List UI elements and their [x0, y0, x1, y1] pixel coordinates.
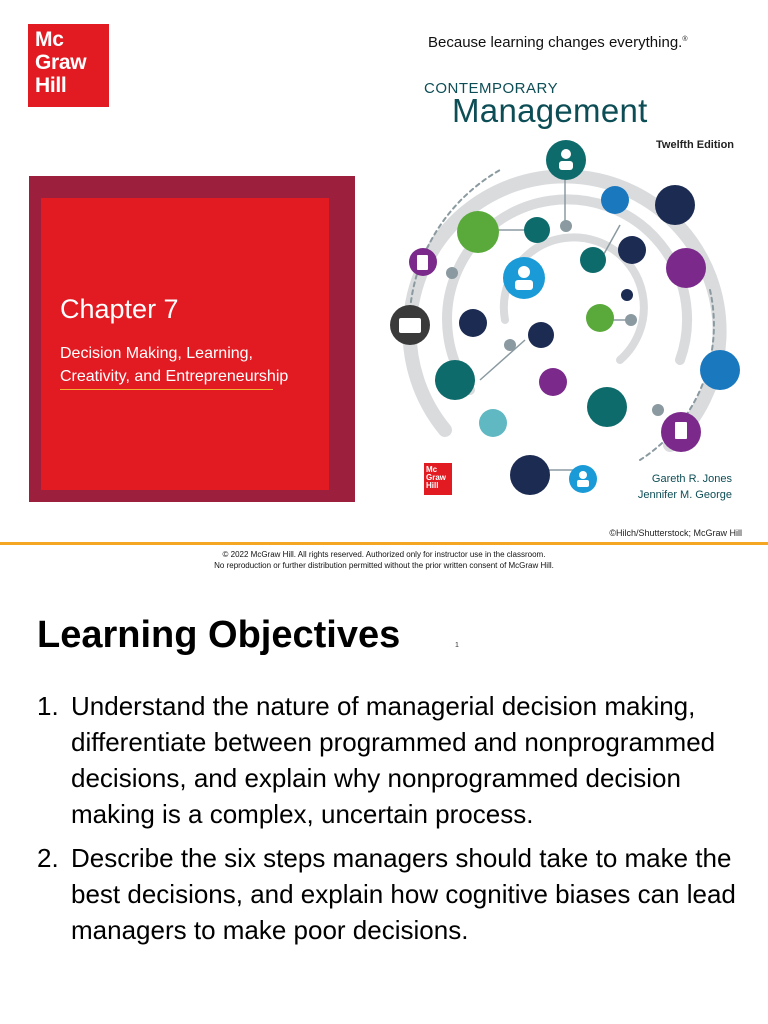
team-icon: [459, 309, 487, 337]
list-item: [37, 688, 737, 832]
author-name: Gareth R. Jones: [651, 473, 732, 485]
copyright-notice: © 2022 McGraw Hill. All rights reserved. Authorized only for instructor use in the classroom. No reproduction or further distribution permitted without the prior written consent of McGraw Hill.: [214, 550, 554, 570]
list-item: [37, 840, 737, 948]
mcgraw-hill-logo: Mc Graw Hill: [28, 24, 109, 107]
briefcase-icon: [618, 236, 646, 264]
scales-icon: [510, 455, 550, 495]
page-number: 1: [455, 642, 459, 649]
globe-person-icon: [546, 140, 586, 180]
objectives-list: [37, 688, 737, 956]
presenter-icon: [435, 360, 475, 400]
network-illustration: [380, 130, 750, 510]
mcgraw-hill-small-logo: Mc Graw Hill: [424, 463, 452, 495]
gear-person-icon: [601, 186, 629, 214]
learning-objectives-slide: [0, 576, 768, 1024]
book-title-small: CONTEMPORARY: [424, 80, 559, 97]
edition-label: Twelfth Edition: [656, 139, 735, 151]
book-title: Management: [452, 92, 648, 129]
item-number: 1.: [37, 691, 59, 721]
chapter-panel-inner: [41, 198, 329, 490]
image-credit: ©Hilch/Shutterstock; McGraw Hill: [609, 528, 742, 538]
chapter-title: Chapter 7: [60, 294, 179, 324]
gear-person-icon: [700, 350, 740, 390]
presenter-icon: [580, 247, 606, 273]
item-text: Understand the nature of managerial decision making, differentiate between programmed and nonprogrammed decisions, and explain why nonprogrammed decision making is a complex, uncertain process.: [71, 691, 716, 829]
author-name: Jennifer M. George: [637, 489, 732, 501]
scales-icon: [587, 387, 627, 427]
scales-icon: [528, 322, 554, 348]
org-chart-icon: [586, 304, 614, 332]
slide-title: Learning Objectives: [37, 614, 401, 656]
item-number: 2.: [37, 843, 59, 873]
org-chart-icon: [457, 211, 499, 253]
book-authors: [622, 471, 732, 503]
search-person-icon: [539, 368, 567, 396]
tagline: Because learning changes everything.®: [428, 34, 688, 51]
search-person-icon: [666, 248, 706, 288]
divider-line: [0, 542, 768, 545]
chapter-underline: [60, 389, 273, 390]
chapter-subtitle: Decision Making, Learning, Creativity, and Entrepreneurship: [60, 345, 289, 385]
chapter-panel: [29, 176, 355, 502]
team-icon: [655, 185, 695, 225]
item-text: Describe the six steps managers should take to make the best decisions, and explain how cognitive biases can lead managers to make poor decisions.: [71, 843, 736, 945]
globe-icon: [479, 409, 507, 437]
scales-icon: [524, 217, 550, 243]
